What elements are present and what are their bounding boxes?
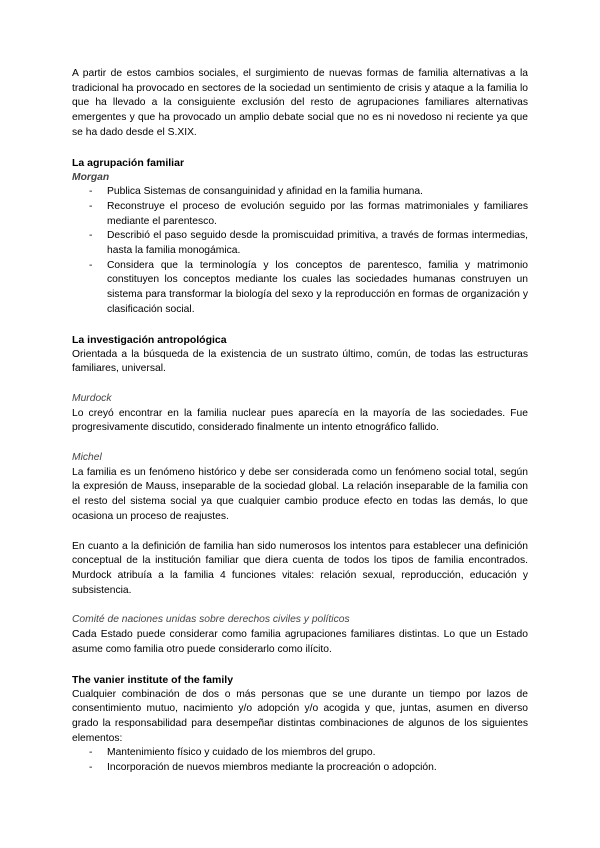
list-item: - Publica Sistemas de consanguinidad y afinidad en la familia humana.: [72, 185, 528, 200]
document-body: [72, 67, 528, 776]
investigacion-paragraph: Orientada a la búsqueda de la existencia de un sustrato último, común, de todas las estructuras familiares, universal.: [72, 348, 528, 375]
morgan-list: [72, 185, 528, 317]
morgan-author: Morgan: [72, 171, 110, 183]
murdock-author: Murdock: [72, 392, 112, 404]
comite-paragraph: Cada Estado puede considerar como familia agrupaciones familiares distintas. Lo que un Estado asume como familia otro puede considerarlo como ilícito.: [72, 629, 528, 655]
murdock-paragraph: Lo creyó encontrar en la familia nuclear pues aparecía en la mayoría de las sociedades. Fue progresivamente discutido, considerado finalmente un intento etnográfico fallido.: [72, 407, 528, 434]
intro-paragraph: A partir de estos cambios sociales, el surgimiento de nuevas formas de familia alternativas a la tradicional ha provocado en sectores de la sociedad un sentimiento de crisis y ataque a la familia lo que ha llevado a la consiguiente exclusión del resto de agrupaciones familiares alternativas emergentes y que ha provocado un amplio debate social que no es ni novedoso ni reciente ya que se ha dado desde el S.XIX.: [72, 68, 528, 138]
vanier-list: [72, 746, 528, 775]
vanier-heading: The vanier institute of the family: [72, 673, 234, 686]
list-item: - Reconstruye el proceso de evolución seguido por las formas matrimoniales y familiares mediante el parentesco.: [72, 200, 528, 229]
michel-author: Michel: [72, 452, 102, 464]
comite-author: Comité de naciones unidas sobre derechos civiles y políticos: [72, 614, 350, 626]
vanier-paragraph: Cualquier combinación de dos o más personas que se une durante un tiempo por lazos de consentimiento mutuo, nacimiento y/o adopción y/o acogida y que, juntas, asumen en diverso grado la responsabilidad para desempeñar distintas combinaciones de algunos de los siguientes elementos:: [72, 688, 528, 744]
list-item: - Mantenimiento físico y cuidado de los miembros del grupo.: [72, 746, 528, 761]
investigacion-heading: La investigación antropológica: [72, 333, 227, 346]
list-item: - Describió el paso seguido desde la promiscuidad primitiva, a través de formas intermedias, hasta la familia monogámica.: [72, 229, 528, 258]
list-item: - Incorporación de nuevos miembros mediante la procreación o adopción.: [72, 761, 528, 776]
agrupacion-heading: La agrupación familiar: [72, 156, 185, 169]
definicion-paragraph: En cuanto a la definición de familia han sido numerosos los intentos para establecer una definición conceptual de la institución familiar que diera cuenta de todos los tipos de familia encontrados. Murdock atribuía a la familia 4 funciones vitales: relación sexual, reproducción, educación y subsistencia.: [72, 540, 528, 596]
list-item: - Considera que la terminología y los conceptos de parentesco, familia y matrimonio constituyen los conceptos mediante los cuales las sociedades humanas construyen un sistema para transformar la biología del sexo y la reproducción en formas de organización y clasificación social.: [72, 259, 528, 318]
michel-paragraph: La familia es un fenómeno histórico y debe ser considerada como un fenómeno social total, según la expresión de Mauss, inseparable de la sociedad global. La relación inseparable de la familia con el resto del sistema social ya que cualquier cambio produce efecto en todas las demás, lo que ocasiona un proceso de reajustes.: [72, 466, 528, 522]
